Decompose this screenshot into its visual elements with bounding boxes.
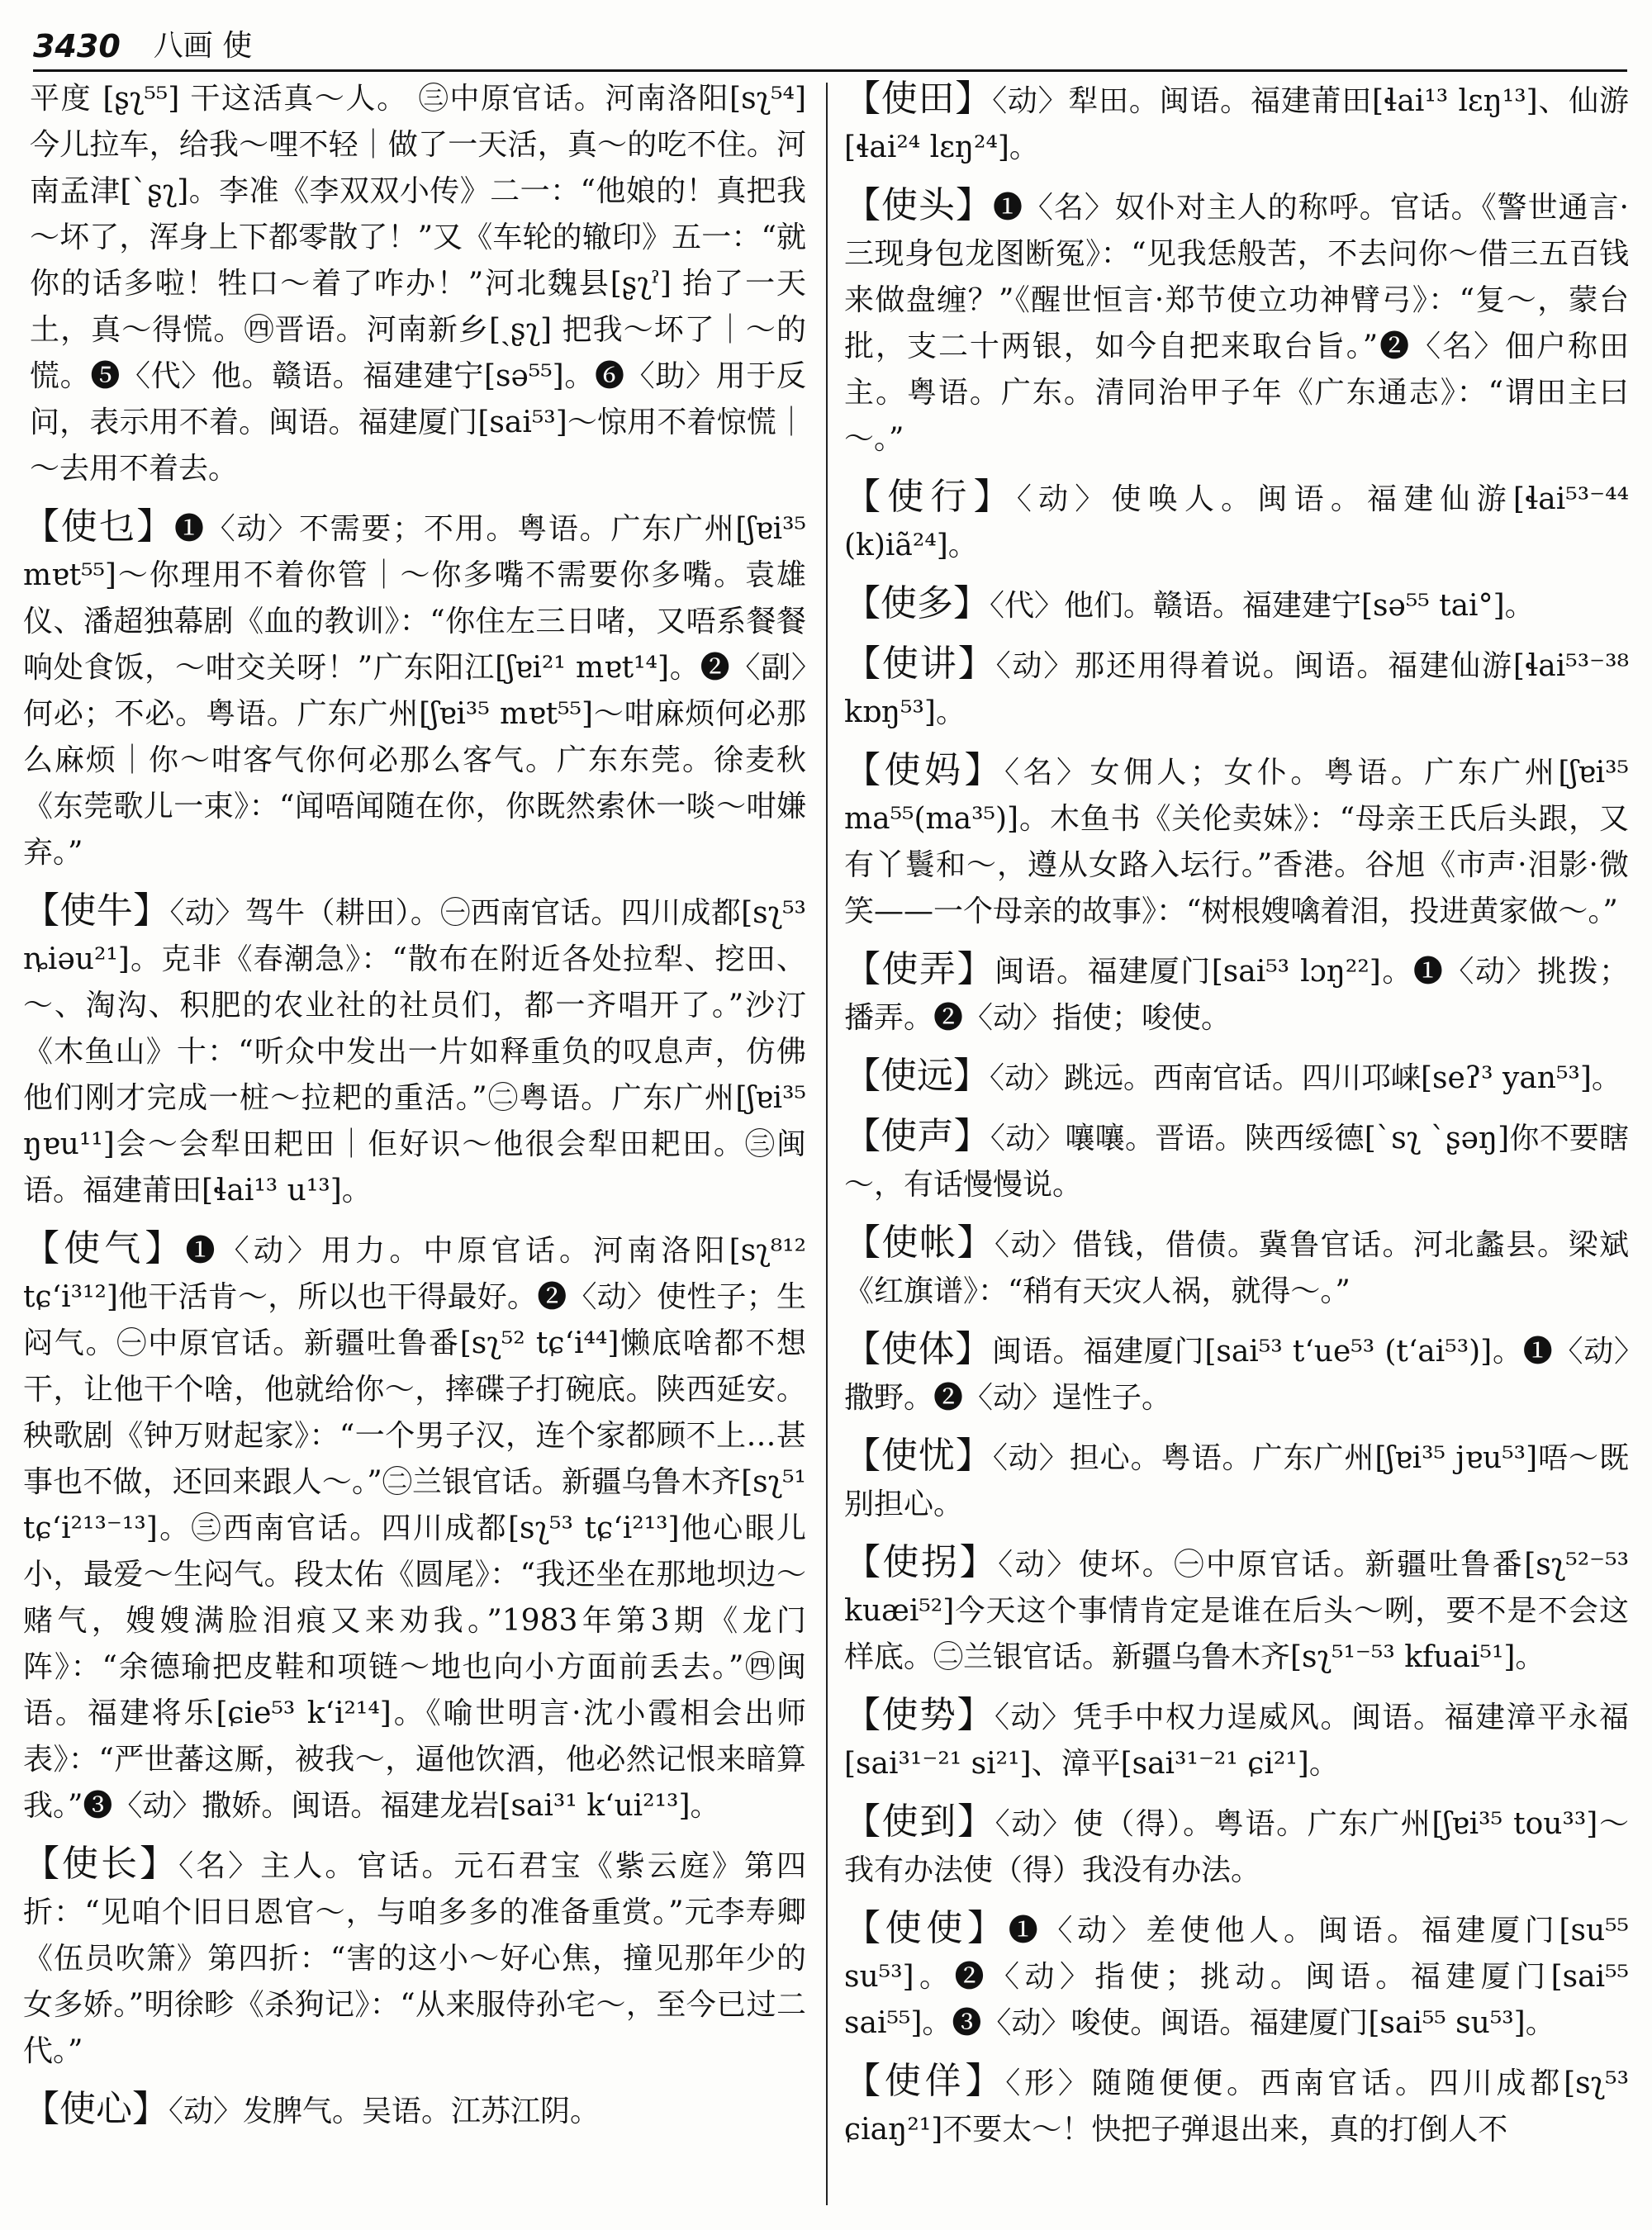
dictionary-entry [844, 947, 1629, 1041]
dictionary-entry [23, 1226, 806, 1829]
entry-headword: 【使忧】 [844, 1435, 993, 1477]
entry-definition: ❶〈名〉奴仆对主人的称呼。官话。《警世通言·三现身包龙图断冤》：“见我恁般苦，不去问你～借三五百钱来做盘缠？”《醒世恒言·郑节使立功神臂弓》：“复～，蒙台批，支二十两银，如今自把来取台旨。”❷〈名〉佃户称田主。粤语。广东。清同治甲子年《广东通志》：“谓田主曰～。” [844, 191, 1629, 456]
entry-definition: ❶〈动〉用力。中原官话。河南洛阳[sʅ⁸¹² tɕʻi³¹²]他干活肯～，所以也干得最好。❷〈动〉使性子；生闷气。㊀中原官话。新疆吐鲁番[sʅ⁵² tɕʻi⁴⁴]懒底啥都不想干，让他干个啥，他就给你～，摔碟子打碗底。陕西延安。秧歌剧《钟万财起家》：“一个男子汉，连个家都顾不上…甚事也不做，还回来跟人～。”㊁兰银官话。新疆乌鲁木齐[sʅ⁵¹ tɕʻi²¹³⁻¹³]。㊂西南官话。四川成都[sʅ⁵³ tɕʻi²¹³]他心眼儿小，最爱～生闷气。段太佑《圆尾》：“我还坐在那地坝边～赌气，嫂嫂满脸泪痕又来劝我。”1983年第3期《龙门阵》：“余德瑜把皮鞋和项链～地也向小方面前丢去。”㊃闽语。福建将乐[ɕie⁵³ kʻi²¹⁴]。《喻世明言·沈小霞相会出师表》：“严世蕃这厮，被我～，逼他饮酒，他必然记恨来暗算我。”❸〈动〉撒娇。闽语。福建龙岩[sai³¹ kʻui²¹³]。 [23, 1234, 806, 1823]
dictionary-entry [844, 1433, 1629, 1528]
entry-definition: 〈动〉借钱，借债。冀鲁官话。河北蠡县。梁斌《红旗谱》：“稍有天灾人祸，就得～。” [844, 1228, 1629, 1308]
entry-headword: 【使行】 [844, 476, 1017, 518]
dictionary-entry [844, 76, 1629, 171]
entry-definition: 〈动〉使坏。㊀中原官话。新疆吐鲁番[sʅ⁵²⁻⁵³ kuæi⁵²]今天这个事情肯定是谁在后头～咧，要不是不会这样底。㊁兰银官话。新疆乌鲁木齐[sʅ⁵¹⁻⁵³ kfuai⁵¹]。 [844, 1548, 1629, 1674]
entry-definition: 闽语。福建厦门[sai⁵³ tʻue⁵³ (tʻai⁵³)]。❶〈动〉撒野。❷〈动〉逞性子。 [844, 1335, 1629, 1415]
dictionary-entry [844, 1540, 1629, 1681]
page-header [33, 18, 1627, 72]
entry-definition: 〈形〉随随便便。西南官话。四川成都[sʅ⁵³ ɕiaŋ²¹]不要太～！快把子弹退出来，真的打倒人不 [844, 2066, 1629, 2147]
entry-headword: 【使体】 [844, 1328, 993, 1370]
entry-headword: 【使声】 [844, 1115, 990, 1157]
entry-definition: 〈名〉女佣人；女仆。粤语。广东广州[ʃɐi³⁵ ma⁵⁵(ma³⁵)]。木鱼书《关伦卖妹》：“母亲王氏后头跟，又有丫鬟和～，遵从女路入坛行。”香港。谷旭《市声·泪影·微笑——一个母亲的故事》：“树根嫂噙着泪，投进黄家做～。” [844, 756, 1629, 928]
right-column [844, 76, 1629, 2215]
entry-definition: 平度 [ʂʅ⁵⁵] 干这活真～人。 ㊂中原官话。河南洛阳[sʅ⁵⁴]今儿拉车，给我～哩不轻｜做了一天活，真～的吃不住。河南孟津[ˋʂʅ]。李准《李双双小传》二一：“他娘的！真把我～坏了，浑身上下都零散了！”又《车轮的辙印》五一：“就你的话多啦！牲口～着了咋办！”河北魏县[ʂʅˀ] 抬了一天土，真～得慌。㊃晋语。河南新乡[ˏʂʅ] 把我～坏了｜～的慌。❺〈代〉他。赣语。福建建宁[sə⁵⁵]。❻〈助〉用于反问，表示用不着。闽语。福建厦门[sai⁵³]～惊用不着惊慌｜～去用不着去。 [30, 82, 806, 486]
entry-headword: 【使心】 [23, 2088, 169, 2130]
dictionary-entry [844, 2058, 1629, 2153]
dictionary-entry [844, 581, 1629, 629]
entry-definition: 〈动〉发脾气。吴语。江苏江阴。 [169, 2095, 601, 2128]
entry-headword: 【使头】 [844, 184, 993, 226]
entry-definition: 〈动〉使唤人。闽语。福建仙游[ɬai⁵³⁻⁴⁴ (k)iã²⁴]。 [844, 482, 1629, 562]
dictionary-entry [844, 641, 1629, 736]
dictionary-entry [23, 888, 806, 1214]
entry-headword: 【使弄】 [844, 948, 995, 990]
dictionary-entry [844, 183, 1629, 463]
entry-definition: 〈动〉使（得）。粤语。广东广州[ʃɐi³⁵ tou³³]～我有办法使（得）我没有办法。 [844, 1807, 1629, 1887]
entry-definition: 闽语。福建厦门[sai⁵³ lɔŋ²²]。❶〈动〉挑拨；播弄。❷〈动〉指使；唆使。 [844, 955, 1629, 1035]
entry-headword: 【使使】 [844, 1907, 1009, 1949]
entry-headword: 【使势】 [844, 1694, 995, 1736]
entry-definition: 〈代〉他们。赣语。福建建宁[sə⁵⁵ tai°]。 [990, 589, 1535, 623]
entry-definition: 〈名〉主人。官话。元石君宝《紫云庭》第四折：“见咱个旧日恩官～，与咱多多的准备重赏。”元李寿卿《伍员吹箫》第四折：“害的这小～好心焦，撞见那年少的女多娇。”明徐畛《杀狗记》：“从来服侍孙宅～，至今已过二代。” [23, 1849, 806, 2068]
dictionary-entry [23, 504, 806, 876]
dictionary-entry [844, 1053, 1629, 1102]
dictionary-entry [844, 1905, 1629, 2047]
dictionary-entry [844, 1113, 1629, 1208]
entry-definition: 〈动〉嚷嚷。晋语。陕西绥德[ˋsʅ ˋʂəŋ]你不要瞎～，有话慢慢说。 [844, 1122, 1629, 1202]
entry-headword: 【使讲】 [844, 643, 996, 685]
entry-headword: 【使远】 [844, 1055, 990, 1097]
entry-headword: 【使帐】 [844, 1222, 995, 1264]
dictionary-entry [23, 1841, 806, 2075]
dictionary-entry [844, 1326, 1629, 1421]
entry-headword: 【使拐】 [844, 1541, 999, 1583]
entry-headword: 【使多】 [844, 582, 990, 624]
dictionary-entry [844, 747, 1629, 935]
dictionary-entry [844, 474, 1629, 569]
entry-headword: 【使牛】 [23, 890, 170, 932]
entry-definition: ❶〈动〉不需要；不用。粤语。广东广州[ʃɐi³⁵ mɐt⁵⁵]～你理用不着你管｜～你多嘴不需要你多嘴。袁雄仪、潘超独幕剧《血的教训》：“你住左三日啫，又唔系餐餐响处食饭，～咁交关呀！”广东阳江[ʃɐi²¹ mɐt¹⁴]。❷〈副〉何必；不必。粤语。广东广州[ʃɐi³⁵ mɐt⁵⁵]～咁麻烦何必那么麻烦｜你～咁客气你何必那么客气。广东东莞。徐麦秋《东莞歌儿一束》：“闻唔闻随在你，你既然索休一啖～咁嫌弃。” [23, 512, 806, 870]
entry-definition: 〈动〉跳远。西南官话。四川邛崃[seʔ³ yan⁵³]。 [990, 1061, 1621, 1095]
entry-headword: 【使妈】 [844, 749, 1004, 791]
entry-definition: 〈动〉那还用得着说。闽语。福建仙游[ɬai⁵³⁻³⁸ kɒŋ⁵³]。 [844, 649, 1629, 729]
page-number: 3430 [33, 28, 121, 64]
entry-headword: 【使长】 [23, 1843, 179, 1885]
entry-headword: 【使田】 [844, 78, 993, 120]
dictionary-entry [23, 76, 806, 492]
entry-headword: 【使到】 [844, 1801, 995, 1843]
entry-definition: 〈动〉凭手中权力逞威风。闽语。福建漳平永福[sai³¹⁻²¹ si²¹]、漳平[sai³¹⁻²¹ ɕi²¹]。 [844, 1701, 1629, 1781]
dictionary-entry [844, 1220, 1629, 1315]
entry-headword: 【使乜】 [23, 505, 174, 548]
entry-headword: 【使气】 [23, 1227, 186, 1269]
entry-definition: 〈动〉犁田。闽语。福建莆田[ɬai¹³ lɛŋ¹³]、仙游[ɬai²⁴ lɛŋ²⁴]。 [844, 84, 1629, 164]
dictionary-entry [844, 1692, 1629, 1787]
dictionary-entry [23, 2086, 806, 2135]
dictionary-entry [844, 1799, 1629, 1894]
entry-definition: 〈动〉驾牛（耕田）。㊀西南官话。四川成都[sʅ⁵³ ȵiəu²¹]。克非《春潮急》：“散布在附近各处拉犁、挖田、～、淘沟、积肥的农业社的社员们，都一齐唱开了。”沙汀《木鱼山》十：“听众中发出一片如释重负的叹息声，仿佛他们刚才完成一桩～拉耙的重活。”㊁粤语。广东广州[ʃɐi³⁵ ŋɐu¹¹]会～会犁田耙田｜佢好识～他很会犁田耙田。㊂闽语。福建莆田[ɬai¹³ u¹³]。 [23, 896, 806, 1208]
entry-definition: 〈动〉担心。粤语。广东广州[ʃɐi³⁵ jɐu⁵³]唔～既别担心。 [844, 1441, 1629, 1521]
column-divider [826, 83, 828, 2205]
entry-definition: ❶〈动〉差使他人。闽语。福建厦门[su⁵⁵ su⁵³]。❷〈动〉指使；挑动。闽语。福建厦门[sai⁵⁵ sai⁵⁵]。❸〈动〉唆使。闽语。福建厦门[sai⁵⁵ su⁵³]。 [844, 1914, 1629, 2040]
section-label: 八画 使 [153, 29, 253, 63]
entry-headword: 【使佯】 [844, 2060, 1006, 2102]
left-column [23, 76, 806, 2215]
